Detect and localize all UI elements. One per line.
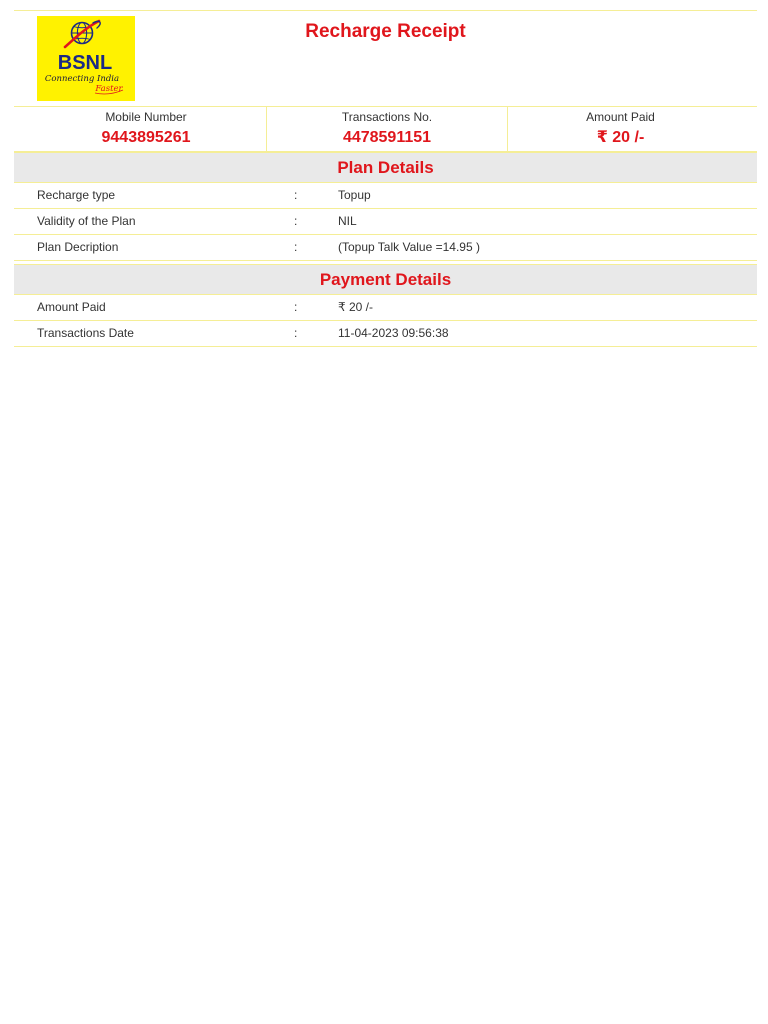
logo-tagline-accent: Faster xyxy=(95,84,123,94)
detail-value: NIL xyxy=(338,214,357,228)
summary-value: 4478591151 xyxy=(342,129,432,146)
detail-separator: : xyxy=(294,326,298,340)
summary-transaction-number xyxy=(266,107,507,151)
detail-label: Transactions Date xyxy=(37,326,134,340)
summary-value: 9443895261 xyxy=(101,129,191,146)
payment-details-heading: Payment Details xyxy=(14,264,757,295)
top-divider xyxy=(14,10,757,11)
detail-row-recharge-type xyxy=(14,183,757,209)
detail-label: Recharge type xyxy=(37,188,116,202)
detail-label: Amount Paid xyxy=(37,300,106,314)
detail-label: Plan Decription xyxy=(37,240,119,254)
summary-amount-paid xyxy=(507,107,757,151)
detail-row-validity xyxy=(14,209,757,235)
detail-value: ₹ 20 /- xyxy=(338,300,373,314)
detail-separator: : xyxy=(294,214,298,228)
summary-mobile-number xyxy=(14,107,266,151)
summary-label: Amount Paid xyxy=(586,110,655,124)
detail-row-transaction-date xyxy=(14,321,757,347)
detail-row-amount-paid xyxy=(14,295,757,321)
detail-value: 11-04-2023 09:56:38 xyxy=(338,326,449,340)
detail-separator: : xyxy=(294,300,298,314)
page-title: Recharge Receipt xyxy=(305,21,466,42)
detail-value: (Topup Talk Value =14.95 ) xyxy=(338,240,480,254)
summary-bar xyxy=(14,106,757,152)
detail-separator: : xyxy=(294,240,298,254)
detail-value: Topup xyxy=(338,188,371,202)
summary-value: ₹ 20 /- xyxy=(596,129,645,146)
logo-brand-text: BSNL xyxy=(57,52,113,74)
logo-tagline: Connecting India xyxy=(44,74,120,84)
summary-label: Transactions No. xyxy=(341,110,433,124)
summary-label: Mobile Number xyxy=(105,110,187,124)
plan-details-heading: Plan Details xyxy=(14,152,757,183)
detail-row-plan-description xyxy=(14,235,757,261)
detail-label: Validity of the Plan xyxy=(37,214,136,228)
detail-separator: : xyxy=(294,188,298,202)
details-section xyxy=(14,152,757,347)
